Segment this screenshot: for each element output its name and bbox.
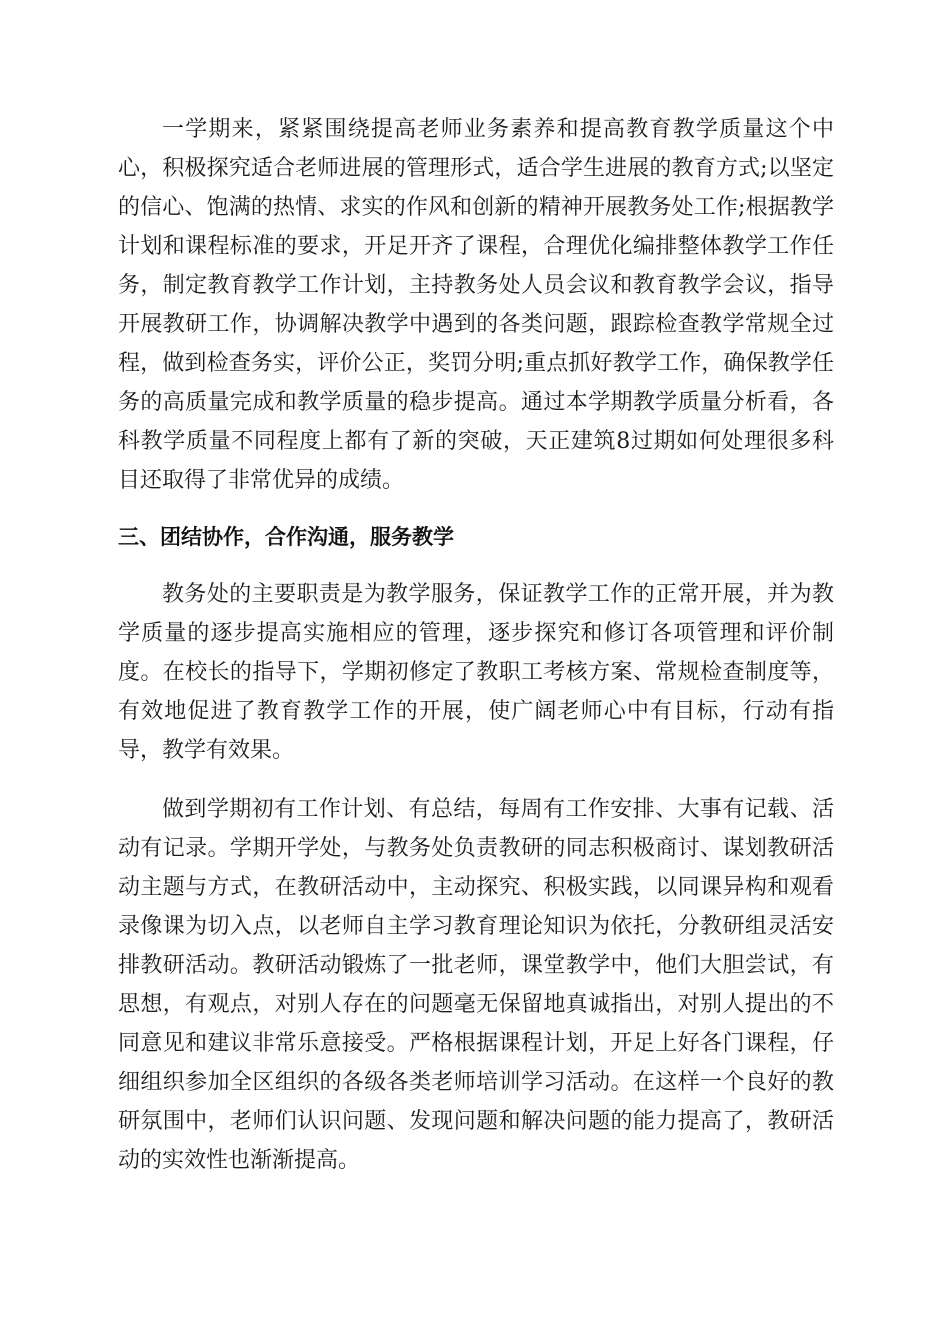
section-heading: 三、团结协作，合作沟通，服务教学	[118, 525, 454, 549]
paragraph-academic-affairs-duties: 教务处的主要职责是为教学服务，保证教学工作的正常开展，并为教学质量的逐步提高实施相应的管理，逐步探究和修订各项管理和评价制度。在校长的指导下，学期初修定了教职工考核方案、常规检查制度等，有效地促进了教育教学工作的开展，使广阔老师心中有目标，行动有指导，教学有效果。	[118, 582, 834, 763]
paragraph-teaching-research: 做到学期初有工作计划、有总结，每周有工作安排、大事有记载、活动有记录。学期开学处，与教务处负责教研的同志积极商讨、谋划教研活动主题与方式，在教研活动中，主动探究、积极实践，以同课异构和观看录像课为切入点，以老师自主学习教育理论知识为依托，分教研组灵活安排教研活动。教研活动锻炼了一批老师，课堂教学中，他们大胆尝试，有思想，有观点，对别人存在的问题毫无保留地真诚指出，对别人提出的不同意见和建议非常乐意接受。严格根据课程计划，开足上好各门课程，仔细组织参加全区组织的各级各类老师培训学习活动。在这样一个良好的教研氛围中，老师们认识问题、发现问题和解决问题的能力提高了，教研活动的实效性也渐渐提高。	[118, 797, 834, 1173]
document-body	[118, 110, 834, 1200]
paragraph-teaching-quality: 一学期来，紧紧围绕提高老师业务素养和提高教育教学质量这个中心，积极探究适合老师进展的管理形式，适合学生进展的教育方式;以坚定的信心、饱满的热情、求实的作风和创新的精神开展教务处工作;根据教学计划和课程标准的要求，开足开齐了课程，合理优化编排整体教学工作任务，制定教育教学工作计划，主持教务处人员会议和教育教学会议，指导开展教研工作，协调解决教学中遇到的各类问题，跟踪检查教学常规全过程，做到检查务实，评价公正，奖罚分明;重点抓好教学工作，确保教学任务的高质量完成和教学质量的稳步提高。通过本学期教学质量分析看，各科教学质量不同程度上都有了新的突破，天正建筑8过期如何处理很多科目还取得了非常优异的成绩。	[118, 117, 834, 493]
